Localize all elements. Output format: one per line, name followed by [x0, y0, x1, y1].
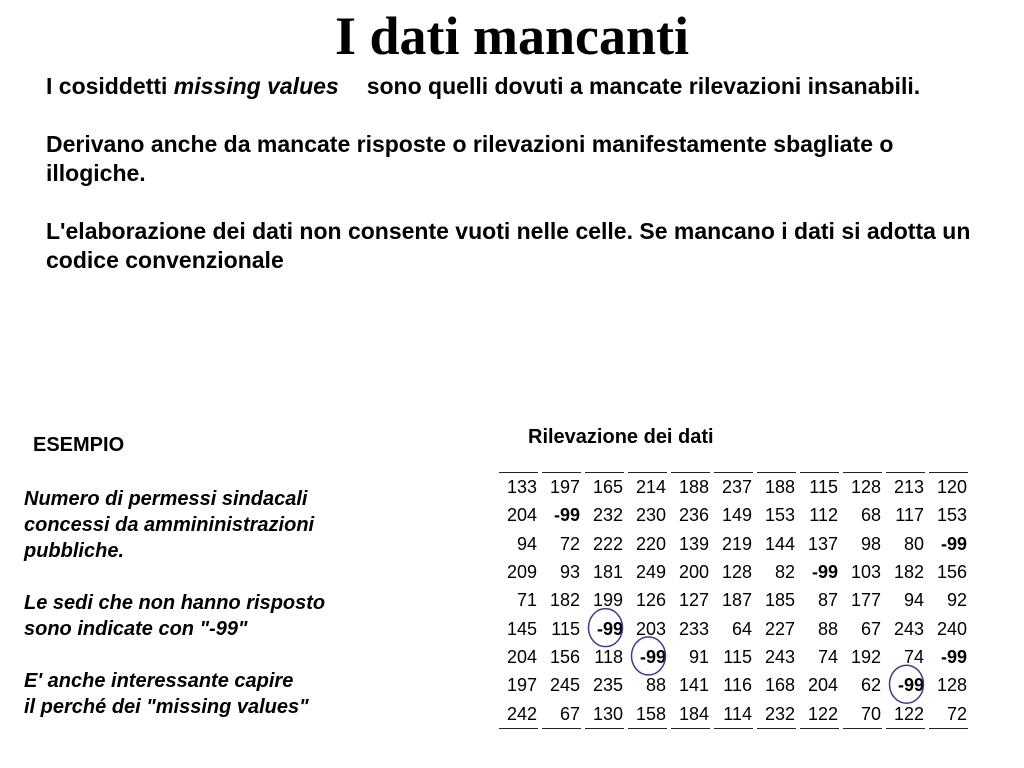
table-cell: 70: [843, 699, 882, 728]
table-cell: 153: [764, 505, 795, 526]
table-cell: 72: [929, 699, 968, 728]
table-cell: 199: [592, 590, 623, 611]
table-cell: 230: [635, 505, 666, 526]
table-cell: 94: [516, 533, 537, 554]
table-cell: 128: [936, 675, 967, 696]
intro-paragraph-3: L'elaborazione dei dati non consente vuoti nelle celle. Se mancano i dati si adotta un codice convenzionale: [46, 218, 971, 273]
missing-value-cell: -99: [940, 533, 967, 554]
note-missing-code-line-1: Le sedi che non hanno risposto: [24, 592, 326, 614]
note-permits: [24, 486, 424, 564]
table-cell: 182: [893, 562, 924, 583]
table-cell: 188: [757, 472, 796, 501]
table-cell: 68: [860, 505, 881, 526]
table-cell: 88: [817, 618, 838, 639]
table-cell: 156: [936, 562, 967, 583]
table-cell: 120: [929, 472, 968, 501]
table-cell: 245: [549, 675, 580, 696]
table-cell: 233: [678, 618, 709, 639]
table-cell: 137: [807, 533, 838, 554]
intro-paragraph-2: Derivano anche da mancate risposte o rilevazioni manifestamente sbagliate o illogiche.: [46, 131, 894, 186]
table-cell: 118: [594, 646, 623, 667]
table-row: [499, 472, 968, 501]
intro-lead: I cosiddetti: [46, 73, 174, 99]
table-cell: 153: [936, 505, 967, 526]
table-cell: 128: [843, 472, 882, 501]
table-cell: 232: [757, 699, 796, 728]
table-cell: 197: [506, 675, 537, 696]
table-cell: 237: [714, 472, 753, 501]
table-cell: 236: [678, 505, 709, 526]
table-cell: 115: [723, 646, 752, 667]
table-cell: 80: [903, 533, 924, 554]
note-permits-line-1: Numero di permessi sindacali: [24, 488, 308, 510]
table-cell: 133: [499, 472, 538, 501]
table-cell: 184: [671, 699, 710, 728]
table-row: [499, 699, 968, 728]
table-cell: 182: [549, 590, 580, 611]
table-cell: 168: [764, 675, 795, 696]
table-cell: 67: [860, 618, 881, 639]
note-missing-code-line-2: sono indicate con "-99": [24, 618, 248, 640]
table-cell: 139: [678, 533, 709, 554]
table-cell: 243: [764, 646, 795, 667]
table-cell: 71: [516, 590, 537, 611]
table-cell: 204: [506, 646, 537, 667]
table-cell: 115: [800, 472, 839, 501]
note-why-missing-line-2: il perché dei "missing values": [24, 696, 309, 718]
table-row: [499, 643, 968, 671]
table-cell: 156: [549, 646, 580, 667]
example-notes: [24, 486, 424, 746]
table-cell: 122: [800, 699, 839, 728]
table-cell: 204: [807, 675, 838, 696]
table-cell: 64: [731, 618, 752, 639]
table-cell: 204: [506, 505, 537, 526]
table-title: Rilevazione dei dati: [528, 426, 714, 448]
missing-value-cell: -99: [897, 675, 924, 696]
table-row: [499, 586, 968, 614]
table-cell: 235: [592, 675, 623, 696]
table-cell: 115: [551, 618, 580, 639]
note-permits-line-3: pubbliche.: [24, 540, 124, 562]
table-cell: 93: [559, 562, 580, 583]
table-cell: 74: [903, 646, 924, 667]
table-cell: 227: [764, 618, 795, 639]
table-cell: 87: [817, 590, 838, 611]
missing-value-cell: -99: [940, 646, 967, 667]
missing-value-cell: -99: [811, 562, 838, 583]
table-cell: 240: [936, 618, 967, 639]
table-cell: 117: [895, 505, 924, 526]
table-cell: 122: [886, 699, 925, 728]
table-cell: 213: [886, 472, 925, 501]
data-table: [495, 472, 972, 729]
missing-value-cell: -99: [553, 505, 580, 526]
table-cell: 72: [559, 533, 580, 554]
table-row: [499, 558, 968, 586]
example-label: ESEMPIO: [33, 434, 125, 456]
table-cell: 91: [688, 646, 709, 667]
table-cell: 103: [850, 562, 881, 583]
table-cell: 222: [592, 533, 623, 554]
table-cell: 92: [946, 590, 967, 611]
intro-paragraph-1: [46, 72, 991, 101]
table-cell: 165: [585, 472, 624, 501]
table-cell: 127: [678, 590, 709, 611]
table-cell: 145: [506, 618, 537, 639]
intro-rest: sono quelli dovuti a mancate rilevazioni insanabili.: [366, 73, 921, 99]
table-cell: 112: [809, 505, 838, 526]
missing-values-term: missing values: [173, 73, 339, 99]
table-cell: 242: [499, 699, 538, 728]
table-cell: 88: [645, 675, 666, 696]
note-why-missing: [24, 668, 424, 720]
table-cell: 214: [628, 472, 667, 501]
table-cell: 188: [671, 472, 710, 501]
table-cell: 203: [635, 618, 666, 639]
table-row: [499, 501, 968, 529]
table-cell: 94: [903, 590, 924, 611]
table-row: [499, 614, 968, 642]
note-permits-line-2: concessi da ammininistrazioni: [24, 514, 315, 536]
table-cell: 67: [542, 699, 581, 728]
table-cell: 243: [893, 618, 924, 639]
table-cell: 187: [721, 590, 752, 611]
table-cell: 177: [850, 590, 881, 611]
table-cell: 144: [764, 533, 795, 554]
table-row: [499, 671, 968, 699]
table-cell: 126: [635, 590, 666, 611]
table-cell: 141: [678, 675, 709, 696]
table-cell: 249: [635, 562, 666, 583]
table-cell: 197: [542, 472, 581, 501]
table-cell: 192: [850, 646, 881, 667]
table-cell: 62: [860, 675, 881, 696]
missing-value-cell: -99: [596, 618, 623, 639]
table-cell: 219: [721, 533, 752, 554]
missing-value-cell: -99: [639, 646, 666, 667]
table-cell: 200: [678, 562, 709, 583]
table-cell: 232: [592, 505, 623, 526]
table-cell: 98: [860, 533, 881, 554]
note-why-missing-line-1: E' anche interessante capire: [24, 670, 294, 692]
table-cell: 128: [721, 562, 752, 583]
note-missing-code: [24, 590, 424, 642]
table-cell: 220: [635, 533, 666, 554]
table-cell: 149: [721, 505, 752, 526]
table-cell: 116: [723, 675, 752, 696]
table-row: [499, 530, 968, 558]
table-cell: 130: [585, 699, 624, 728]
table-cell: 185: [764, 590, 795, 611]
table-cell: 209: [506, 562, 537, 583]
table-cell: 181: [592, 562, 623, 583]
table-cell: 74: [817, 646, 838, 667]
table-cell: 158: [628, 699, 667, 728]
intro-text: [46, 72, 991, 304]
page-title: I dati mancanti: [334, 6, 690, 66]
table-cell: 114: [714, 699, 753, 728]
table-cell: 82: [774, 562, 795, 583]
